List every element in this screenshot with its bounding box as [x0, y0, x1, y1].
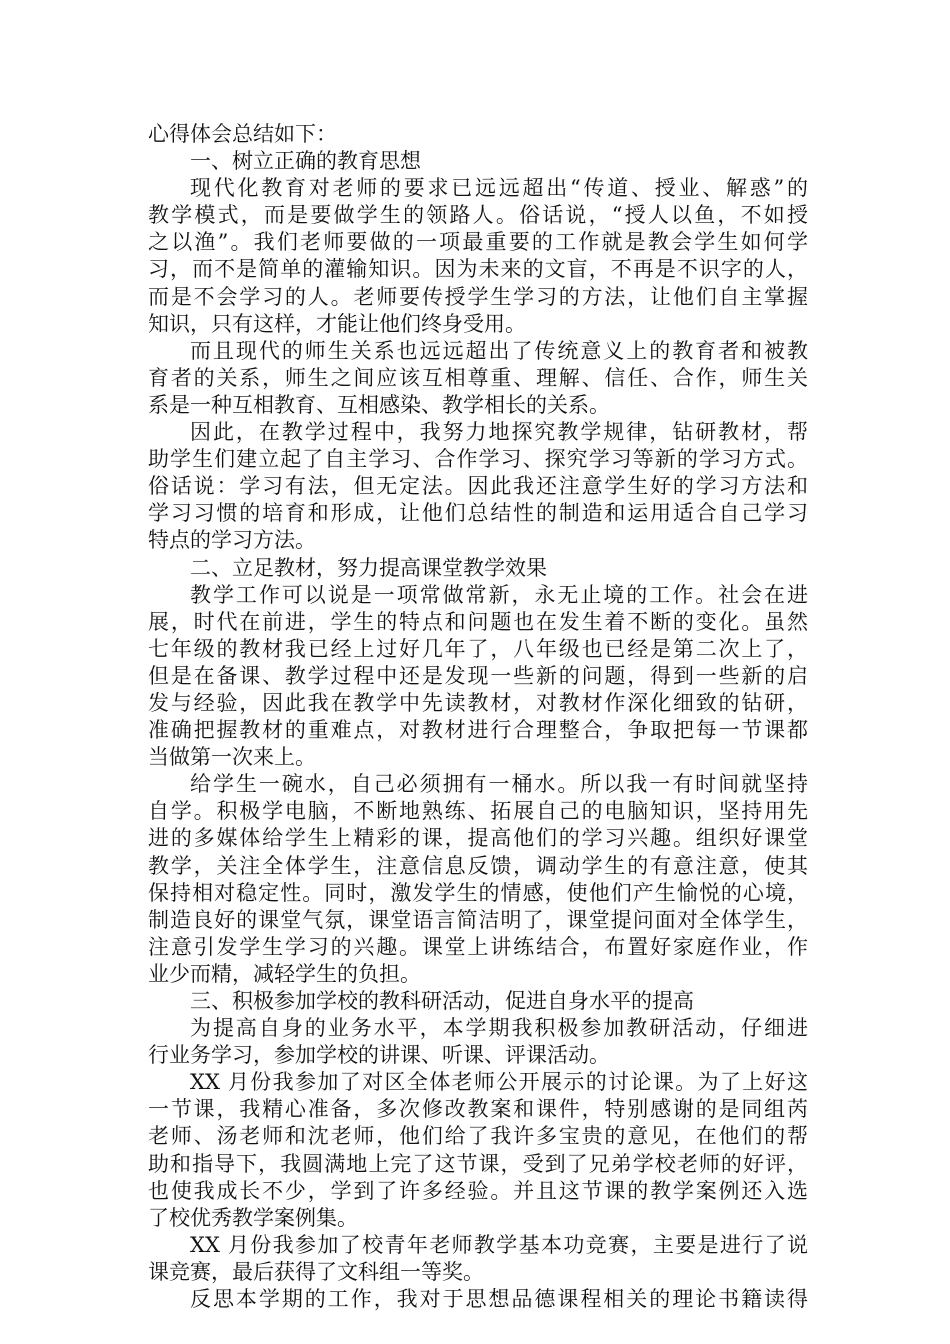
text-line: 学习习惯的培育和形成，让他们总结性的制造和运用适合自己学习: [148, 501, 808, 526]
text-line: 行业务学习，参加学校的讲课、听课、评课活动。: [148, 1043, 610, 1068]
text-line: 三、积极参加学校的教科研活动，促进自身水平的提高: [190, 989, 694, 1013]
text-line: 育者的关系，师生之间应该互相尊重、理解、信任、合作，师生关: [148, 365, 808, 390]
text-line: 心得体会总结如下：: [148, 122, 337, 146]
text-line: 教学工作可以说是一项常做常新，永无止境的工作。社会在进: [190, 582, 808, 607]
text-line: 一、树立正确的教育思想: [190, 149, 421, 174]
text-line: 老师、汤老师和沈老师，他们给了我许多宝贵的意见，在他们的帮: [148, 1124, 808, 1149]
text-line: 也使我成长不少，学到了许多经验。并且这节课的教学案例还入选: [148, 1178, 808, 1203]
text-line: 当做第一次来上。: [148, 745, 316, 770]
text-line: 特点的学习方法。: [148, 528, 316, 553]
text-line: 发与经验，因此我在教学中先读教材，对教材作深化细致的钻研，: [148, 690, 808, 715]
text-line: 而且现代的师生关系也远远超出了传统意义上的教育者和被教: [190, 338, 808, 363]
text-line: XX 月份我参加了对区全体老师公开展示的讨论课。为了上好这: [190, 1070, 808, 1095]
text-line: 而是不会学习的人。老师要传授学生学习的方法，让他们自主掌握: [148, 284, 808, 309]
text-line: 因此，在教学过程中，我努力地探究教学规律，钻研教材，帮: [190, 420, 808, 445]
text-line: 给学生一碗水，自己必须拥有一桶水。所以我一有时间就坚持: [190, 772, 808, 797]
text-line: 习，而不是简单的灌输知识。因为未来的文盲，不再是不识字的人，: [148, 257, 808, 282]
text-line: 保持相对稳定性。同时，激发学生的情感，使他们产生愉悦的心境，: [148, 880, 808, 905]
text-line: 助和指导下，我圆满地上完了这节课，受到了兄弟学校老师的好评，: [148, 1151, 808, 1176]
text-line: 一节课，我精心准备，多次修改教案和课件，特别感谢的是同组芮: [148, 1097, 808, 1122]
text-line: 现代化教育对老师的要求已远远超出“传道、授业、解惑”的: [190, 176, 808, 201]
text-line: 课竞赛，最后获得了文科组一等奖。: [148, 1259, 484, 1284]
text-line: 准确把握教材的重难点，对教材进行合理整合，争取把每一节课都: [148, 718, 808, 743]
text-line: 为提高自身的业务水平，本学期我积极参加教研活动，仔细进: [190, 1016, 808, 1041]
text-line: 俗话说：学习有法，但无定法。因此我还注意学生好的学习方法和: [148, 474, 808, 499]
text-line: 进的多媒体给学生上精彩的课，提高他们的学习兴趣。组织好课堂: [148, 826, 808, 851]
text-line: 反思本学期的工作，我对于思想品德课程相关的理论书籍读得: [190, 1287, 808, 1312]
document-body: [148, 121, 808, 1313]
text-line: XX 月份我参加了校青年老师教学基本功竞赛，主要是进行了说: [190, 1232, 808, 1257]
text-line: 二、立足教材，努力提高课堂教学效果: [190, 555, 547, 580]
text-line: 业少而精，减轻学生的负担。: [148, 961, 421, 986]
text-line: 制造良好的课堂气氛，课堂语言简洁明了，课堂提问面对全体学生，: [148, 907, 808, 932]
text-line: 展，时代在前进，学生的特点和问题也在发生着不断的变化。虽然: [148, 609, 808, 634]
text-line: 了校优秀教学案例集。: [148, 1205, 358, 1230]
text-line: 助学生们建立起了自主学习、合作学习、探究学习等新的学习方式。: [148, 447, 808, 472]
text-line: 自学。积极学电脑，不断地熟练、拓展自己的电脑知识，坚持用先: [148, 799, 808, 824]
text-line: 七年级的教材我已经上过好几年了，八年级也已经是第二次上了，: [148, 636, 808, 661]
text-line: 之以渔”。我们老师要做的一项最重要的工作就是教会学生如何学: [148, 230, 808, 255]
text-line: 教学，关注全体学生，注意信息反馈，调动学生的有意注意，使其: [148, 853, 808, 878]
text-line: 系是一种互相教育、互相感染、教学相长的关系。: [148, 392, 610, 417]
text-line: 但是在备课、教学过程中还是发现一些新的问题，得到一些新的启: [148, 663, 808, 688]
text-line: 知识，只有这样，才能让他们终身受用。: [148, 311, 526, 336]
text-line: 注意引发学生学习的兴趣。课堂上讲练结合，布置好家庭作业，作: [148, 934, 808, 959]
text-line: 教学模式，而是要做学生的领路人。俗话说，“授人以鱼，不如授: [148, 203, 808, 228]
